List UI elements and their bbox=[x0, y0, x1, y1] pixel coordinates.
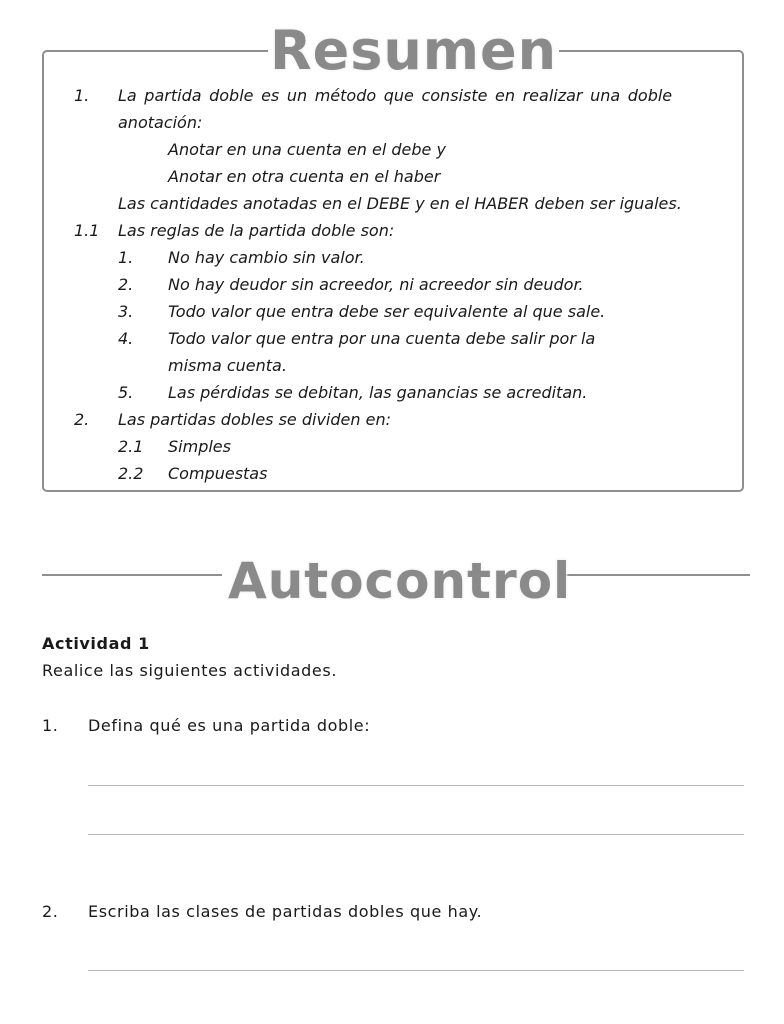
activity-instruction: Realice las siguientes actividades. bbox=[42, 661, 337, 680]
item-1-text: La partida doble es un método que consiste en realizar una doble bbox=[118, 86, 673, 105]
autocontrol-rule-right bbox=[566, 574, 750, 576]
rule-2-text: No hay deudor sin acreedor, ni acreedor sin deudor. bbox=[168, 275, 584, 294]
item-1-1-text: Las reglas de la partida doble son: bbox=[118, 221, 395, 240]
item-1-conclusion: Las cantidades anotadas en el DEBE y en el HABER deben ser iguales. bbox=[118, 194, 682, 213]
autocontrol-rule-left bbox=[42, 574, 222, 576]
autocontrol-title: Autocontrol bbox=[228, 552, 572, 610]
activity-heading: Actividad 1 bbox=[42, 634, 150, 653]
rule-4-number: 4. bbox=[118, 329, 134, 348]
rule-5-number: 5. bbox=[118, 383, 134, 402]
summary-title: Resumen bbox=[270, 19, 558, 82]
rule-3-text: Todo valor que entra debe ser equivalente al que sale. bbox=[168, 302, 606, 321]
question-2-number: 2. bbox=[42, 902, 59, 921]
item-1-1-number: 1.1 bbox=[74, 221, 100, 240]
item-2-2-text: Compuestas bbox=[168, 464, 268, 483]
question-1-number: 1. bbox=[42, 716, 59, 735]
item-2-text: Las partidas dobles se dividen en: bbox=[118, 410, 391, 429]
item-1-number: 1. bbox=[74, 86, 90, 105]
answer-line-1a[interactable] bbox=[88, 785, 744, 786]
item-1-sub-b: Anotar en otra cuenta en el haber bbox=[168, 167, 441, 186]
rule-5-text: Las pérdidas se debitan, las ganancias se acreditan. bbox=[168, 383, 588, 402]
item-1-sub-a: Anotar en una cuenta en el debe y bbox=[168, 140, 446, 159]
question-2-text: Escriba las clases de partidas dobles que hay. bbox=[88, 902, 483, 921]
answer-line-1b[interactable] bbox=[88, 834, 744, 835]
rule-4-text-cont: misma cuenta. bbox=[168, 356, 287, 375]
rule-1-text: No hay cambio sin valor. bbox=[168, 248, 365, 267]
rule-1-number: 1. bbox=[118, 248, 134, 267]
rule-4-text: Todo valor que entra por una cuenta debe salir por la bbox=[168, 329, 596, 348]
rule-3-number: 3. bbox=[118, 302, 134, 321]
answer-line-2a[interactable] bbox=[88, 970, 744, 971]
item-2-1-number: 2.1 bbox=[118, 437, 144, 456]
item-2-1-text: Simples bbox=[168, 437, 231, 456]
question-1-text: Defina qué es una partida doble: bbox=[88, 716, 371, 735]
item-2-2-number: 2.2 bbox=[118, 464, 144, 483]
item-1-text-cont: anotación: bbox=[118, 113, 203, 132]
rule-2-number: 2. bbox=[118, 275, 134, 294]
item-2-number: 2. bbox=[74, 410, 90, 429]
